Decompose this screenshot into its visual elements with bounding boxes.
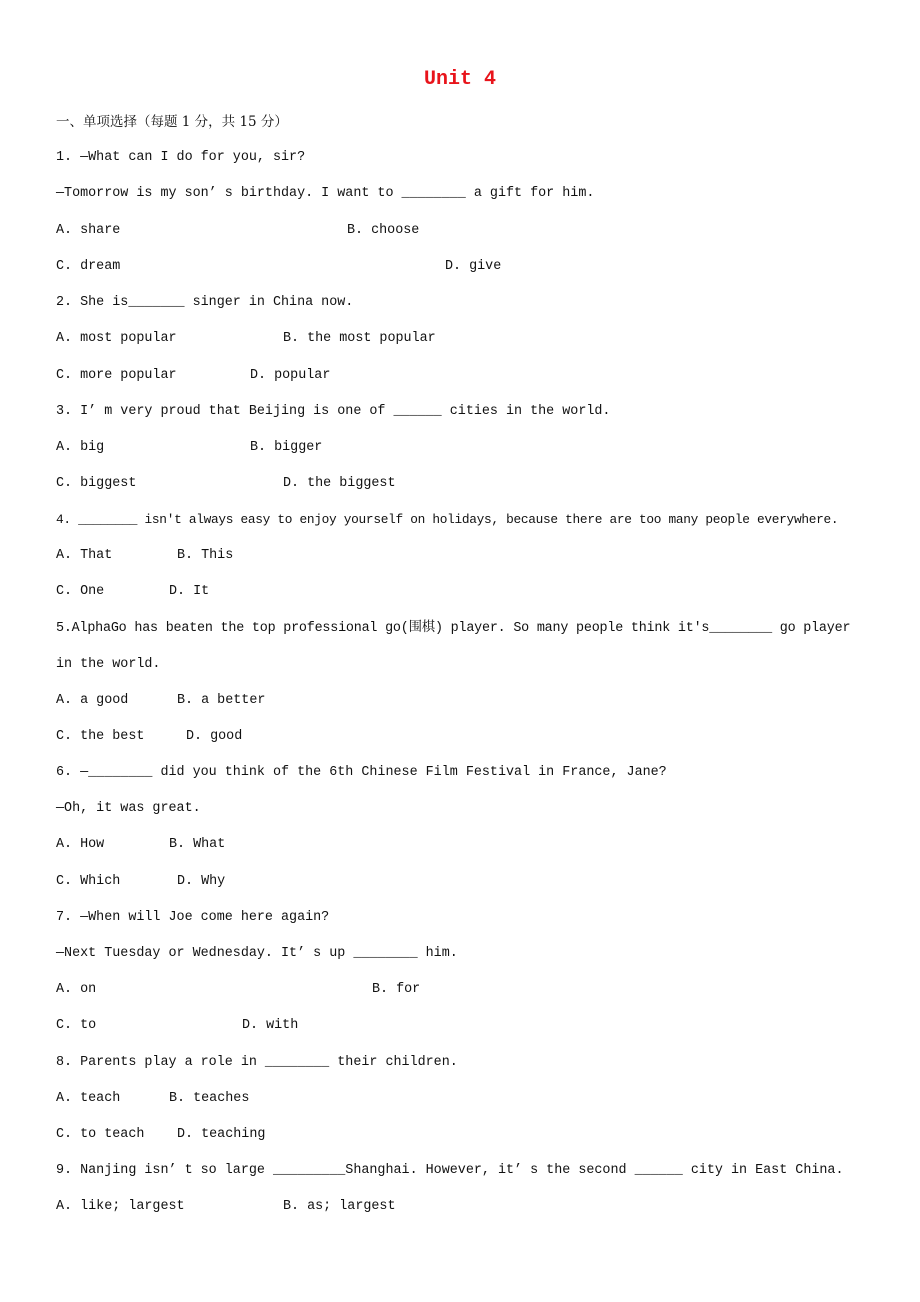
option-d: D. popular <box>250 368 331 383</box>
option-d: D. give <box>445 259 502 274</box>
question-1-response: —Tomorrow is my son’ s birthday. I want to ________ a gift for him. <box>56 186 595 201</box>
option-a: A. like; largest <box>56 1199 185 1214</box>
option-b: B. as; largest <box>283 1199 396 1214</box>
question-6-response: —Oh, it was great. <box>56 801 201 816</box>
option-b: B. the most popular <box>283 331 436 346</box>
option-c: C. biggest <box>56 476 137 491</box>
option-a: A. most popular <box>56 331 177 346</box>
option-b: B. This <box>177 548 234 563</box>
option-c: C. One <box>56 584 105 599</box>
option-a: A. That <box>56 548 113 563</box>
option-d: D. Why <box>177 874 226 889</box>
question-1-stem: 1. —What can I do for you, sir? <box>56 150 306 165</box>
option-a: A. teach <box>56 1091 121 1106</box>
option-c: C. the best <box>56 729 145 744</box>
option-d: D. the biggest <box>283 476 396 491</box>
question-5-stem: 5.AlphaGo has beaten the top professional go(围棋) player. So many people think it's________ go player <box>56 621 851 636</box>
option-d: D. It <box>169 584 210 599</box>
option-d: D. teaching <box>177 1127 266 1142</box>
option-a: A. on <box>56 982 97 997</box>
question-4-stem: 4. ________ isn't always easy to enjoy yourself on holidays, because there are too many people everywhere. <box>56 512 839 527</box>
option-d: D. with <box>242 1018 299 1033</box>
question-2-stem: 2. She is_______ singer in China now. <box>56 295 354 310</box>
option-c: C. Which <box>56 874 121 889</box>
option-a: A. a good <box>56 693 129 708</box>
section-header: 一、单项选择（每题 1 分，共 15 分） <box>56 114 288 130</box>
option-c: C. more popular <box>56 368 177 383</box>
option-a: A. How <box>56 837 105 852</box>
question-3-stem: 3. I’ m very proud that Beijing is one of ______ cities in the world. <box>56 404 611 419</box>
option-b: B. What <box>169 837 226 852</box>
option-c: C. to <box>56 1018 97 1033</box>
question-7-response: —Next Tuesday or Wednesday. It’ s up ________ him. <box>56 946 458 961</box>
option-b: B. choose <box>347 223 420 238</box>
option-a: A. share <box>56 223 121 238</box>
page-title: Unit 4 <box>423 68 496 91</box>
option-a: A. big <box>56 440 105 455</box>
question-7-stem: 7. —When will Joe come here again? <box>56 910 330 925</box>
question-6-stem: 6. —________ did you think of the 6th Chinese Film Festival in France, Jane? <box>56 765 667 780</box>
question-5-stem-cont: in the world. <box>56 657 161 672</box>
option-b: B. for <box>372 982 421 997</box>
option-b: B. bigger <box>250 440 323 455</box>
question-8-stem: 8. Parents play a role in ________ their children. <box>56 1055 458 1070</box>
option-c: C. to teach <box>56 1127 145 1142</box>
option-b: B. teaches <box>169 1091 250 1106</box>
question-9-stem: 9. Nanjing isn’ t so large _________Shanghai. However, it’ s the second ______ city in East China. <box>56 1163 844 1178</box>
option-b: B. a better <box>177 693 266 708</box>
option-d: D. good <box>186 729 243 744</box>
option-c: C. dream <box>56 259 121 274</box>
